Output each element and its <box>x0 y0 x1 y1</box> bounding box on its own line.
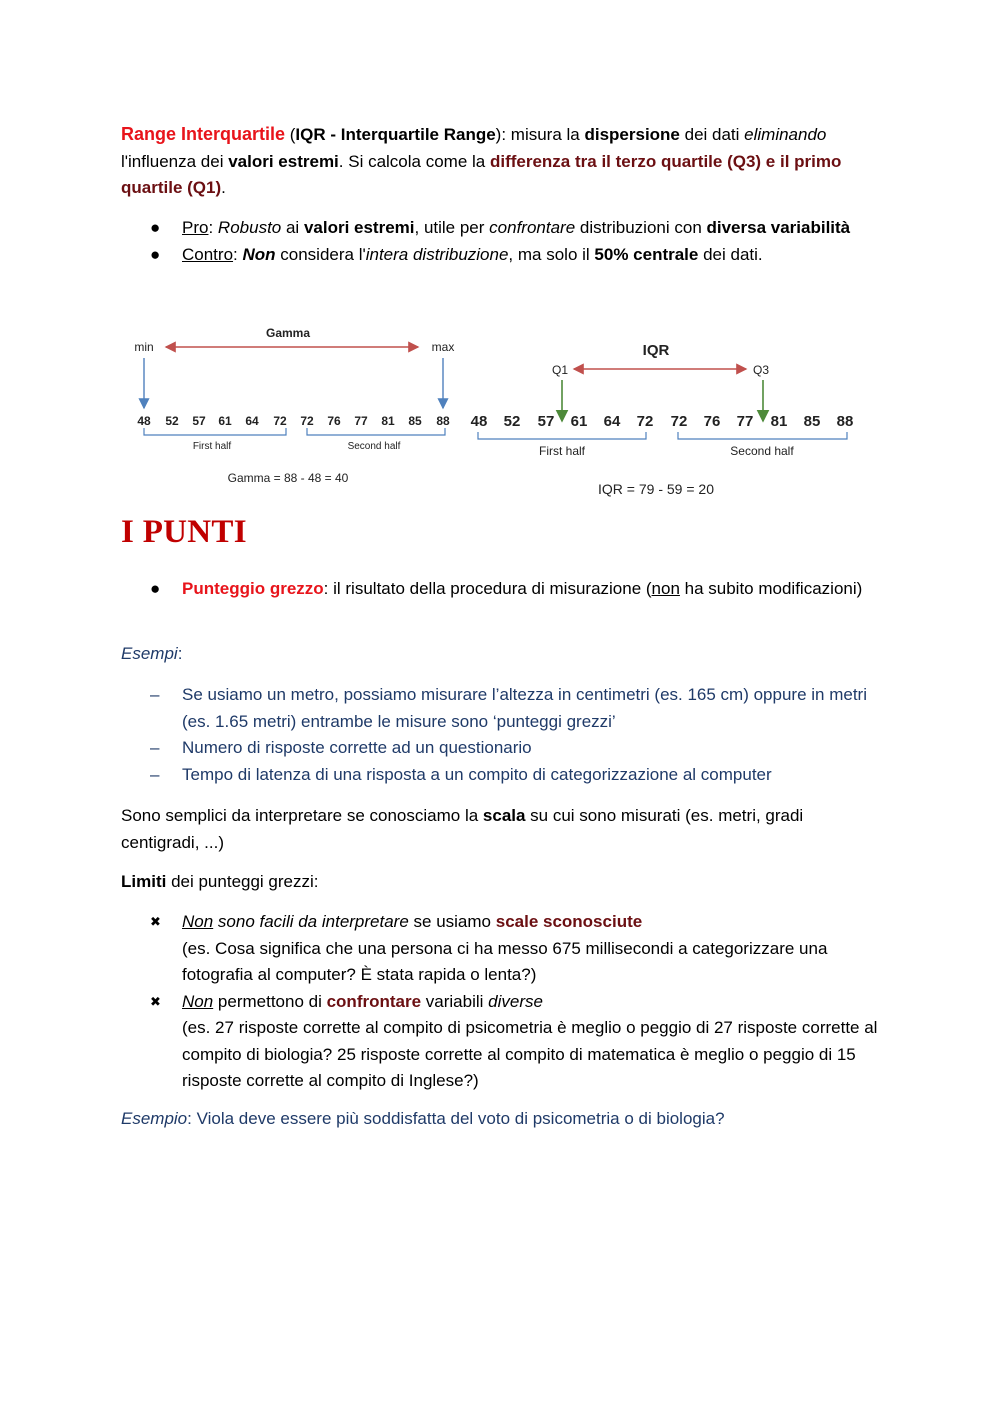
iqr-first-half-bracket <box>478 432 646 439</box>
list-item: – Tempo di latenza di una risposta a un compito di categorizzazione al computer <box>121 762 881 789</box>
iqr-number-row <box>471 413 854 430</box>
iqr-second-half-bracket <box>678 432 847 439</box>
cross-icon: ✖ <box>150 914 161 929</box>
gamma-second-half-label: Second half <box>347 441 401 452</box>
dash-icon: – <box>150 685 160 704</box>
figure-number: 76 <box>703 413 721 430</box>
figure-number: 52 <box>165 414 179 428</box>
max-label: max <box>431 340 455 354</box>
section-heading-i-punti: I PUNTI <box>121 514 247 550</box>
figure-number: 52 <box>503 413 521 430</box>
figure-number: 81 <box>381 414 395 428</box>
figure-number: 57 <box>537 413 555 430</box>
pro-contro-list <box>121 215 881 268</box>
limit-item: ✖ Non permettono di confrontare variabili diverse (es. 27 risposte corrette al compito di psicometria è meglio o peggio di 27 risposte corrette al compito di biologia? 25 risposte corrette al compito di matematica è meglio o peggio di 15 risposte corrette al compito di Inglese?) <box>121 989 881 1095</box>
figure-number: 48 <box>470 413 488 430</box>
esempio-question: Esempio: Viola deve essere più soddisfatta del voto di psicometria o di biologia? <box>121 1109 725 1128</box>
gamma-first-half-label: First half <box>192 441 232 452</box>
dash-icon: – <box>150 738 160 757</box>
punteggio-grezzo-list <box>121 576 881 603</box>
gamma-title: Gamma <box>265 326 311 340</box>
gamma-formula: Gamma = 88 - 48 = 40 <box>227 471 349 485</box>
limit-item: ✖ Non sono facili da interpretare se usiamo scale sconosciute (es. Cosa significa che una persona ci ha messo 675 millisecondi a categorizzare una fotografia al computer? È stata rapida o lenta?) <box>121 909 881 989</box>
iqr-second-half-label: Second half <box>730 444 794 458</box>
list-item: – Se usiamo un metro, possiamo misurare l’altezza in centimetri (es. 165 cm) oppure in metri (es. 1.65 metri) entrambe le misure sono ‘punteggi grezzi’ <box>121 682 881 735</box>
figure-number: 76 <box>327 414 341 428</box>
min-label: min <box>134 340 154 354</box>
dash-icon: – <box>150 764 160 784</box>
figure-number: 85 <box>803 413 821 430</box>
figure-number: 77 <box>736 413 754 430</box>
figure-number: 88 <box>836 413 854 430</box>
figure-number: 57 <box>192 414 206 428</box>
bullet-icon: ● <box>150 218 161 237</box>
limiti-heading: Limiti dei punteggi grezzi: <box>121 872 319 891</box>
q3-label: Q3 <box>752 363 770 377</box>
iqr-panel-title: IQR <box>642 342 670 359</box>
esempi-label: Esempi: <box>121 644 183 663</box>
figure-number: 64 <box>603 413 621 430</box>
gamma-first-half-bracket <box>144 428 286 435</box>
bullet-icon: ● <box>150 579 161 598</box>
q1-label: Q1 <box>551 363 569 377</box>
pro-item: ● Pro: Robusto ai valori estremi, utile per confrontare distribuzioni con diversa variabilità <box>121 215 881 242</box>
figure-number: 72 <box>670 413 688 430</box>
iqr-formula: IQR = 79 - 59 = 20 <box>598 481 714 497</box>
figure-number: 48 <box>137 414 151 428</box>
list-item: – Numero di risposte corrette ad un questionario <box>121 735 881 762</box>
limiti-list <box>121 909 881 1095</box>
bullet-icon: ● <box>150 244 161 264</box>
figure-number: 88 <box>436 414 450 428</box>
gamma-number-row <box>137 414 450 428</box>
figure-number: 81 <box>770 413 788 430</box>
figure-number: 72 <box>300 414 314 428</box>
iqr-title: Range Interquartile <box>121 124 286 144</box>
cross-icon: ✖ <box>150 993 161 1009</box>
figure-number: 61 <box>218 414 232 428</box>
iqr-first-half-label: First half <box>538 444 586 458</box>
figure-number: 61 <box>570 413 588 430</box>
scala-paragraph: Sono semplici da interpretare se conosciamo la scala su cui sono misurati (es. metri, gradi centigradi, ...) <box>121 806 804 852</box>
contro-item: ● Contro: Non considera l'intera distribuzione, ma solo il 50% centrale dei dati. <box>121 242 881 269</box>
punteggio-grezzo-item: ● Punteggio grezzo: il risultato della procedura di misurazione (non ha subito modificazioni) <box>121 576 881 603</box>
range-iqr-figure <box>120 318 870 508</box>
figure-number: 72 <box>636 413 654 430</box>
gamma-second-half-bracket <box>307 428 445 435</box>
figure-number: 72 <box>273 414 287 428</box>
iqr-definition: Range Interquartile (IQR - Interquartile Range): misura la dispersione dei dati eliminando l'influenza dei valori estremi. Si calcola come la differenza tra il terzo quartile (Q3) e il primo quartile (Q1). <box>121 124 842 197</box>
figure-number: 85 <box>408 414 422 428</box>
examples-list <box>121 682 881 788</box>
figure-number: 77 <box>354 414 368 428</box>
figure-number: 64 <box>245 414 259 428</box>
